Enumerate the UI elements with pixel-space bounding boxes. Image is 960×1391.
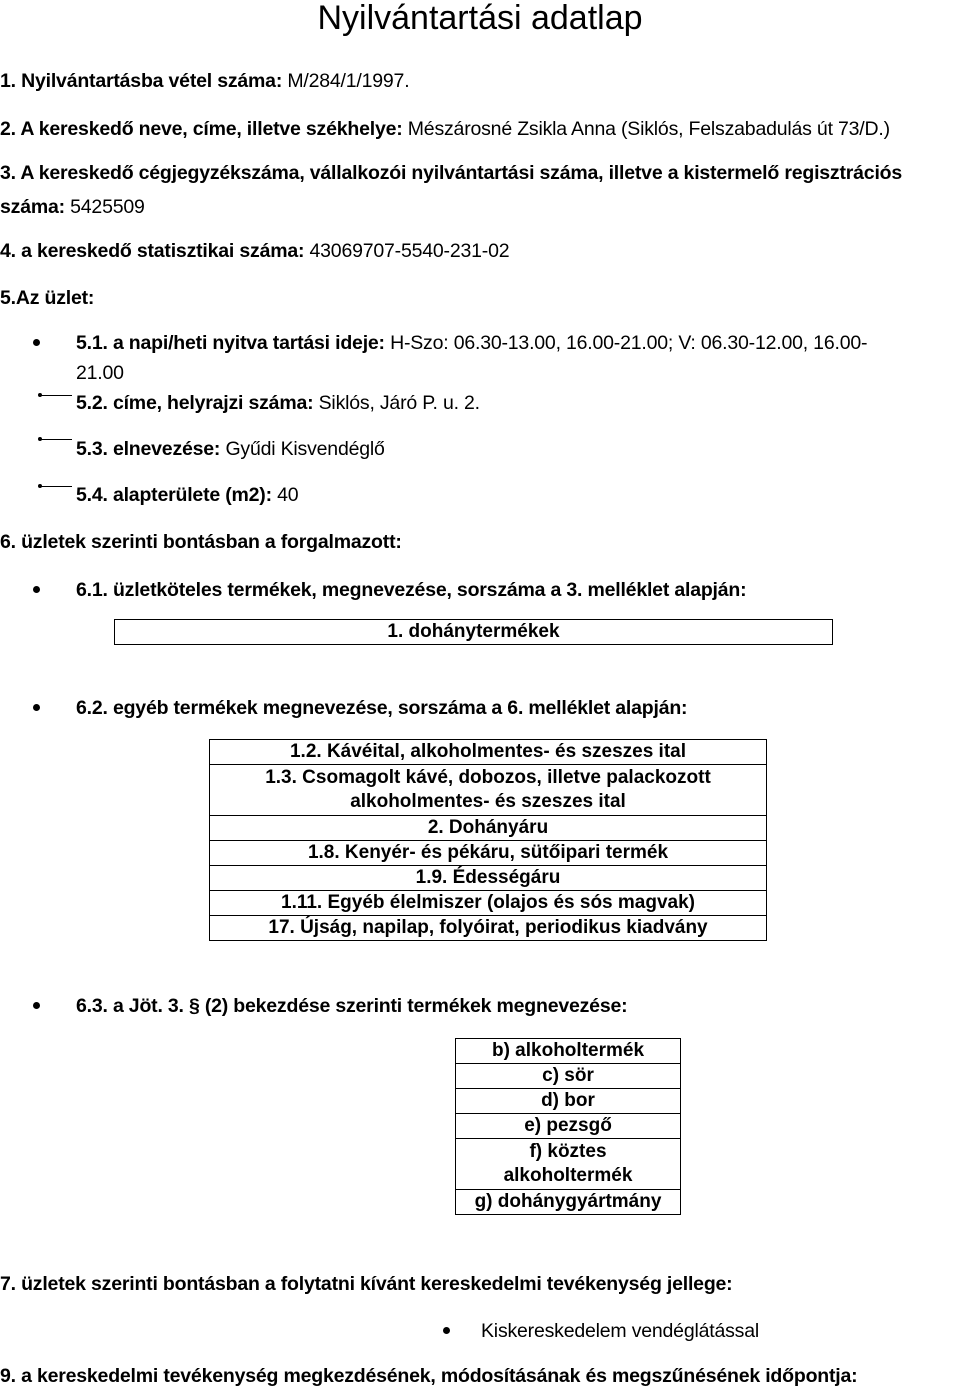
item-6-2-label: 6.2. egyéb termékek megnevezése, sorszáma a 6. melléklet alapján: (76, 697, 688, 719)
bullet-icon (33, 704, 40, 711)
item-6-label: 6. üzletek szerinti bontásban a forgalmazott: (0, 531, 402, 553)
bullet-icon (33, 339, 40, 346)
item-3-value: 5425509 (64, 196, 145, 218)
item-5-4 (76, 483, 298, 507)
item-1 (0, 69, 409, 93)
item-4-label: 4. a kereskedő statisztikai száma: (0, 240, 305, 262)
table-cell: g) dohánygyártmány (456, 1190, 681, 1215)
connector-line (40, 395, 72, 396)
table-cell-line: alkoholmentes- és szeszes ital (350, 791, 626, 812)
item-3-label-line2: száma: (0, 196, 65, 218)
table-cell: b) alkoholtermék (456, 1039, 681, 1064)
item-7-value: Kiskereskedelem vendéglátással (481, 1320, 759, 1342)
item-5-3-label: 5.3. elnevezése: (76, 438, 221, 460)
item-5-1-value-cont: 21.00 (76, 362, 124, 384)
table-cell: 1.2. Kávéital, alkoholmentes- és szeszes ital (210, 740, 767, 765)
table-cell: d) bor (456, 1089, 681, 1114)
item-2-label: 2. A kereskedő neve, címe, illetve székhelye: (0, 118, 403, 140)
item-5-3-value: Gyűdi Kisvendéglő (220, 438, 385, 460)
table-cell (456, 1139, 681, 1190)
item-5-3 (76, 437, 385, 461)
item-5-1 (76, 331, 867, 355)
item-9-label: 9. a kereskedelmi tevékenység megkezdésének, módosításának és megszűnésének időpontja: (0, 1365, 858, 1387)
table-cell: 1.9. Édességáru (210, 866, 767, 891)
item-1-value: M/284/1/1997. (282, 70, 410, 92)
item-5-2 (76, 391, 480, 415)
table-6-2 (209, 739, 767, 941)
item-5-label: 5.Az üzlet: (0, 287, 95, 309)
table-cell: 1.11. Egyéb élelmiszer (olajos és sós magvak) (210, 891, 767, 916)
item-7-label: 7. üzletek szerinti bontásban a folytatni kívánt kereskedelmi tevékenység jellege: (0, 1273, 733, 1295)
table-cell: c) sör (456, 1064, 681, 1089)
item-6-3-label: 6.3. a Jöt. 3. § (2) bekezdése szerinti termékek megnevezése: (76, 995, 628, 1017)
item-1-label: 1. Nyilvántartásba vétel száma: (0, 70, 283, 92)
table-6-3 (455, 1038, 681, 1215)
item-5-4-label: 5.4. alapterülete (m2): (76, 484, 272, 506)
page-title: Nyilvántartási adatlap (317, 0, 643, 37)
item-5-1-label: 5.1. a napi/heti nyitva tartási ideje: (76, 332, 385, 354)
bullet-icon (33, 1002, 40, 1009)
item-5-1-value: H-Szo: 06.30-13.00, 16.00-21.00; V: 06.30-12.00, 16.00- (384, 332, 868, 354)
item-3 (0, 195, 145, 219)
connector-line (40, 439, 72, 440)
item-4-value: 43069707-5540-231-02 (304, 240, 510, 262)
table-cell (210, 765, 767, 816)
item-5-2-value: Siklós, Járó P. u. 2. (313, 392, 480, 414)
table-cell-line: alkoholtermék (503, 1165, 633, 1186)
connector-line (40, 486, 72, 487)
table-cell: 17. Újság, napilap, folyóirat, periodikus kiadvány (210, 916, 767, 941)
table-cell: e) pezsgő (456, 1114, 681, 1139)
bullet-icon (443, 1327, 450, 1334)
item-4 (0, 239, 509, 263)
table-cell: 2. Dohányáru (210, 816, 767, 841)
table-cell-line: 1.3. Csomagolt kávé, dobozos, illetve palackozott (265, 767, 711, 788)
item-2 (0, 117, 890, 141)
item-2-value: Mészárosné Zsikla Anna (Siklós, Felszabadulás út 73/D.) (402, 118, 890, 140)
table-cell: 1. dohánytermékek (115, 620, 833, 645)
bullet-icon (33, 586, 40, 593)
item-6-1-label: 6.1. üzletköteles termékek, megnevezése, sorszáma a 3. melléklet alapján: (76, 579, 747, 601)
table-cell: 1.8. Kenyér- és pékáru, sütőipari termék (210, 841, 767, 866)
item-5-4-value: 40 (271, 484, 299, 506)
item-3-label-line1: 3. A kereskedő cégjegyzékszáma, vállalkozói nyilvántartási száma, illetve a kistermelő regisztrációs (0, 162, 903, 184)
table-cell-line: f) köztes (529, 1141, 607, 1162)
item-5-2-label: 5.2. címe, helyrajzi száma: (76, 392, 314, 414)
table-6-1 (114, 619, 833, 645)
